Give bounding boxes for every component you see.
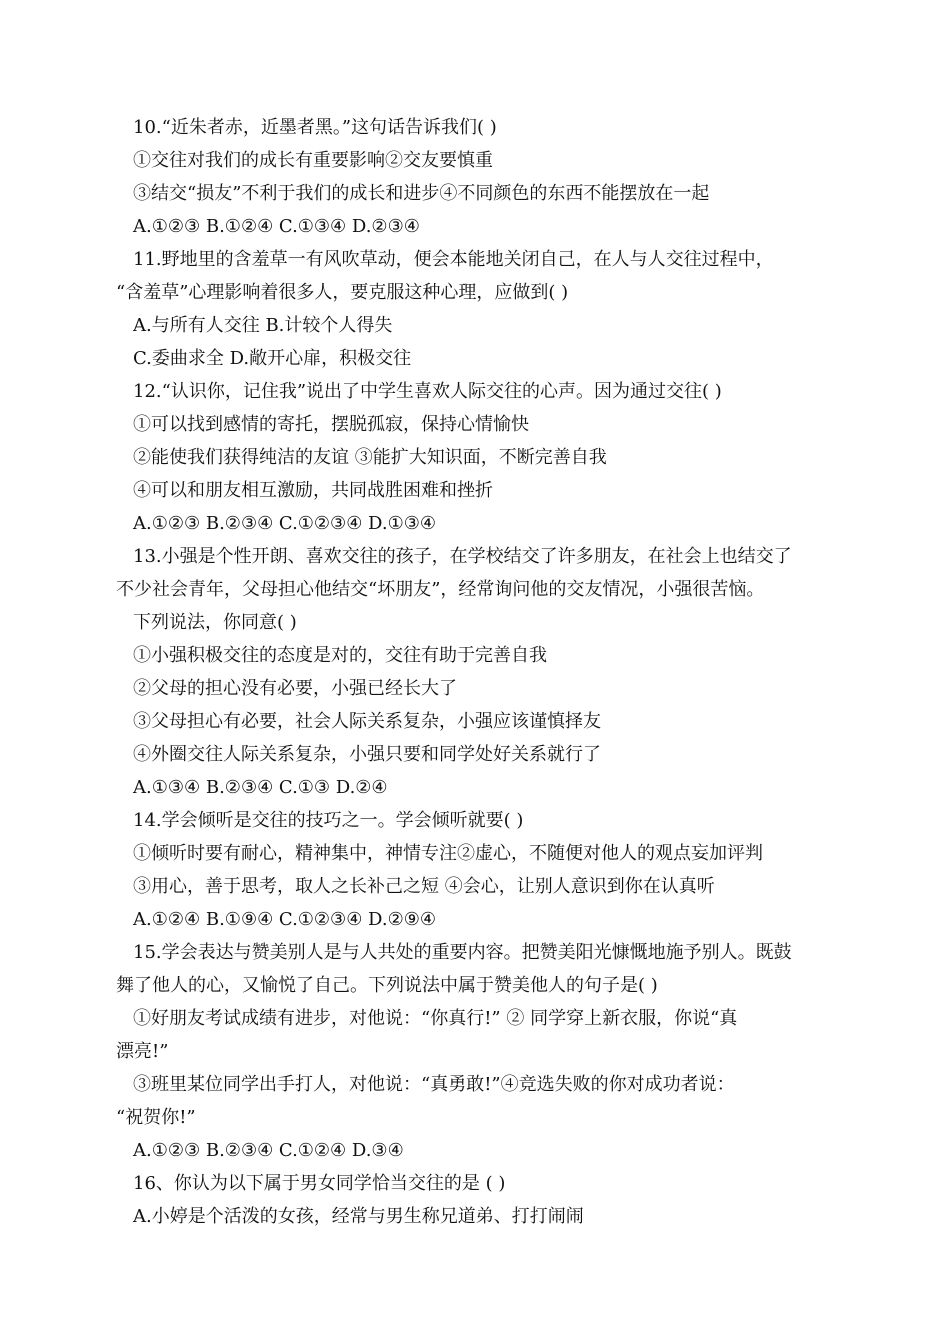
q10-option-line: ①交往对我们的成长有重要影响②交友要慎重 bbox=[133, 150, 493, 171]
q11-stem: 11.野地里的含羞草一有风吹草动，便会本能地关闭自己，在人与人交往过程中， bbox=[133, 249, 774, 270]
q12-stem: 12.“认识你，记住我”说出了中学生喜欢人际交往的心声。因为通过交往( ) bbox=[133, 381, 722, 402]
q15-option-line: ①好朋友考试成绩有进步，对他说：“你真行!” ② 同学穿上新衣服，你说“真 bbox=[133, 1008, 738, 1029]
q10-answers: A.①②③ B.①②④ C.①③④ D.②③④ bbox=[133, 216, 420, 237]
q15-stem-cont: 舞了他人的心，又愉悦了自己。下列说法中属于赞美他人的句子是( ) bbox=[116, 975, 658, 996]
q11-answers: A.与所有人交往 B.计较个人得失 bbox=[133, 315, 393, 336]
q14-option-line: ③用心，善于思考，取人之长补己之短 ④会心，让别人意识到你在认真听 bbox=[133, 876, 715, 897]
q15-option-line-cont: 漂亮!” bbox=[116, 1041, 169, 1062]
q13-option-line: ②父母的担心没有必要，小强已经长大了 bbox=[133, 678, 457, 699]
q13-option-line: ③父母担心有必要，社会人际关系复杂，小强应该谨慎择友 bbox=[133, 711, 601, 732]
q10-stem: 10.“近朱者赤，近墨者黑。”这句话告诉我们( ) bbox=[133, 117, 497, 138]
q16-stem: 16、你认为以下属于男女同学恰当交往的是 ( ) bbox=[133, 1173, 506, 1194]
q13-answers: A.①③④ B.②③④ C.①③ D.②④ bbox=[133, 777, 388, 798]
q12-option-line: ④可以和朋友相互激励，共同战胜困难和挫折 bbox=[133, 480, 493, 501]
q13-stem: 13.小强是个性开朗、喜欢交往的孩子，在学校结交了许多朋友，在社会上也结交了 bbox=[133, 546, 792, 567]
q14-stem: 14.学会倾听是交往的技巧之一。学会倾听就要( ) bbox=[133, 810, 524, 831]
q15-option-line-cont: “祝贺你!” bbox=[116, 1107, 196, 1128]
q13-option-line: ①小强积极交往的态度是对的，交往有助于完善自我 bbox=[133, 645, 547, 666]
q15-answers: A.①②③ B.②③④ C.①②④ D.③④ bbox=[133, 1140, 404, 1161]
q13-stem-cont: 不少社会青年，父母担心他结交“坏朋友”，经常询问他的交友情况，小强很苦恼。 bbox=[116, 579, 765, 600]
q12-answers: A.①②③ B.②③④ C.①②③④ D.①③④ bbox=[133, 513, 436, 534]
q16-option-a: A.小婷是个活泼的女孩，经常与男生称兄道弟、打打闹闹 bbox=[133, 1206, 584, 1227]
q13-option-line: ④外圈交往人际关系复杂，小强只要和同学处好关系就行了 bbox=[133, 744, 601, 765]
q12-option-line: ①可以找到感情的寄托，摆脱孤寂，保持心情愉快 bbox=[133, 414, 529, 435]
q11-stem-cont: “含羞草”心理影响着很多人，要克服这种心理，应做到( ) bbox=[116, 282, 569, 303]
q15-stem: 15.学会表达与赞美别人是与人共处的重要内容。把赞美阳光慷慨地施予别人。既鼓 bbox=[133, 942, 792, 963]
q13-prompt: 下列说法，你同意( ) bbox=[133, 612, 297, 633]
q15-option-line: ③班里某位同学出手打人，对他说：“真勇敢!”④竞选失败的你对成功者说： bbox=[133, 1074, 735, 1095]
q14-option-line: ①倾听时要有耐心，精神集中，神情专注②虚心，不随便对他人的观点妄加评判 bbox=[133, 843, 763, 864]
q14-answers: A.①②④ B.①⑨④ C.①②③④ D.②⑨④ bbox=[133, 909, 436, 930]
q11-answers: C.委曲求全 D.敞开心扉，积极交往 bbox=[133, 348, 412, 369]
q12-option-line: ②能使我们获得纯洁的友谊 ③能扩大知识面，不断完善自我 bbox=[133, 447, 607, 468]
q10-option-line: ③结交“损友”不利于我们的成长和进步④不同颜色的东西不能摆放在一起 bbox=[133, 183, 710, 204]
